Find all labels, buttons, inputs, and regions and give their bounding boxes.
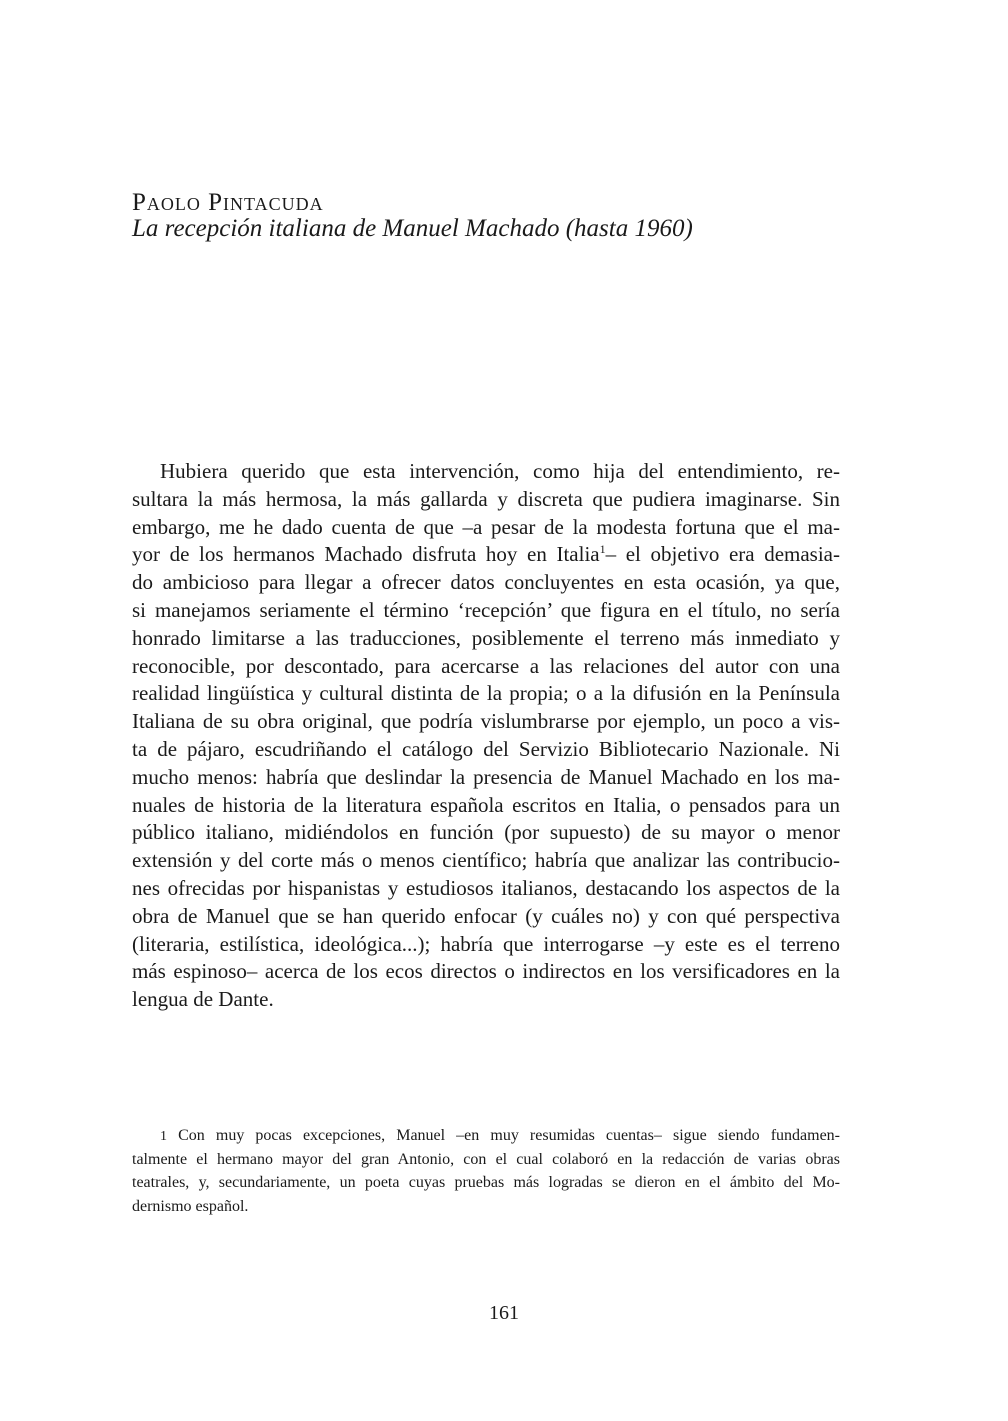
body-line: nuales de historia de la literatura española escritos en Italia, o pensados para un <box>132 792 840 817</box>
body-line: lengua de Dante. <box>132 987 274 1012</box>
chapter-title: La recepción italiana de Manuel Machado (hasta 1960) <box>132 215 693 242</box>
footnote-line: teatrales, y, secundariamente, un poeta cuyas pruebas más logradas se dieron en el ámbito del Mo- <box>132 1174 840 1191</box>
body-line: mucho menos: habría que deslindar la presencia de Manuel Machado en los ma- <box>132 764 840 789</box>
body-line-text: – el objetivo era demasia- <box>605 542 840 567</box>
footnote-line: dernismo español. <box>132 1197 249 1215</box>
body-line: reconocible, por descontado, para acercarse a las relaciones del autor con una <box>132 653 840 678</box>
body-line: sultara la más hermosa, la más gallarda y discreta que pudiera imaginarse. Sin <box>132 486 840 511</box>
body-line: do ambicioso para llegar a ofrecer datos concluyentes en esta ocasión, ya que, <box>132 570 840 595</box>
body-line: si manejamos seriamente el término ‘recepción’ que figura en el título, no sería <box>132 597 840 622</box>
body-paragraph <box>132 458 840 1014</box>
body-line: nes ofrecidas por hispanistas y estudiosos italianos, destacando los aspectos de la <box>132 875 840 900</box>
body-line: ta de pájaro, escudriñando el catálogo del Servizio Bibliotecario Nazionale. Ni <box>132 736 840 761</box>
footnote-text: Con muy pocas excepciones, Manuel –en muy resumidas cuentas– sigue siendo fundamen- <box>178 1127 841 1144</box>
body-line-with-footnote-ref <box>132 541 840 569</box>
body-line: Hubiera querido que esta intervención, como hija del entendimiento, re- <box>160 459 840 483</box>
footnote-line <box>132 1124 840 1148</box>
body-line: honrado limitarse a las traducciones, posiblemente el terreno más inmediato y <box>132 625 840 650</box>
author-name: Paolo Pintacuda <box>132 189 324 216</box>
body-line: Italiana de su obra original, que podría vislumbrarse por ejemplo, un poco a vis- <box>132 709 840 734</box>
body-line: más espinoso– acerca de los ecos directos o indirectos en los versificadores en la <box>132 959 840 984</box>
page-number: 161 <box>489 1302 519 1324</box>
body-line: realidad lingüística y cultural distinta de la propia; o a la difusión en la Península <box>132 681 840 706</box>
footnote-number: 1 <box>160 1129 167 1144</box>
footnote <box>132 1124 840 1218</box>
footnote-line: talmente el hermano mayor del gran Antonio, con el cual colaboró en la redacción de varias obras <box>132 1150 840 1168</box>
body-line: público italiano, midiéndolos en función (por supuesto) de su mayor o menor <box>132 820 840 845</box>
body-line: extensión y del corte más o menos científico; habría que analizar las contribucio- <box>132 848 840 873</box>
footnote-reference[interactable]: 1 <box>599 542 606 557</box>
body-line: obra de Manuel que se han querido enfocar (y cuáles no) y con qué perspectiva <box>132 903 840 928</box>
body-line: embargo, me he dado cuenta de que –a pesar de la modesta fortuna que el ma- <box>132 514 840 539</box>
body-line-text: yor de los hermanos Machado disfruta hoy en Italia <box>132 542 600 567</box>
body-line: (literaria, estilística, ideológica...); habría que interrogarse –y este es el terreno <box>132 931 840 956</box>
